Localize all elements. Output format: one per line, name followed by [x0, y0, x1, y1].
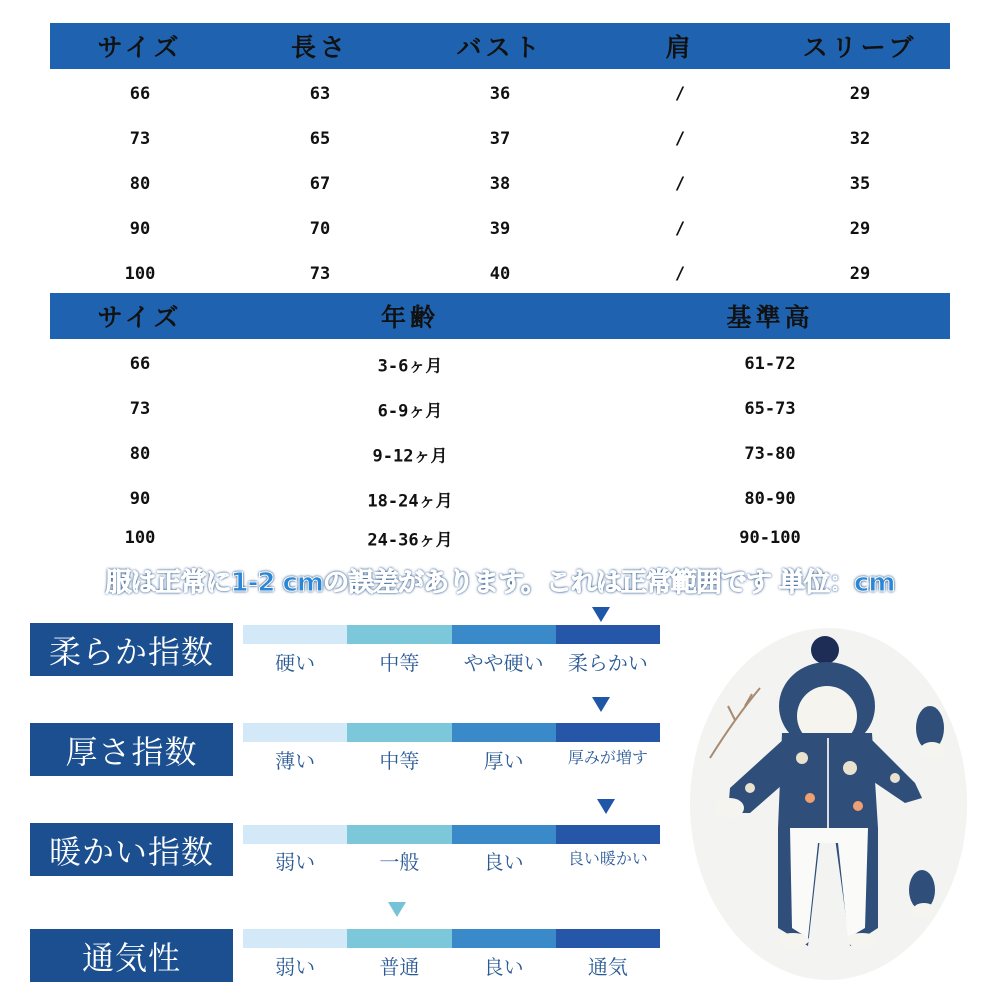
table-row	[0, 124, 1000, 154]
index-label-thickness: 厚さ指数	[30, 723, 233, 776]
scale-segment	[347, 929, 451, 948]
cell: 80-90	[744, 489, 796, 509]
cell: 6-9ヶ月	[377, 401, 443, 422]
table-row	[0, 349, 1000, 379]
level-label: 良い暖かい	[567, 849, 648, 868]
cell: 18-24ヶ月	[367, 491, 453, 512]
softness-levels	[243, 647, 660, 677]
scale-segment	[556, 723, 660, 742]
thickness-levels	[243, 745, 660, 775]
cell: 73-80	[744, 444, 796, 464]
scale-segment	[556, 825, 660, 844]
scale-segment	[243, 929, 347, 948]
cell: 70	[309, 219, 331, 239]
cell: 36	[489, 84, 511, 104]
selected-marker-icon	[592, 697, 610, 712]
level-label: 厚みが増す	[567, 748, 648, 767]
scale-segment	[243, 625, 347, 644]
scale-segment	[452, 929, 556, 948]
header-height: 基準高	[726, 303, 814, 332]
cell: 3-6ヶ月	[377, 356, 443, 377]
breathability-levels	[243, 951, 660, 981]
level-label: 普通	[379, 955, 420, 979]
level-label: 厚い	[483, 749, 524, 773]
cell: 65-73	[744, 399, 796, 419]
header-shoulder: 肩	[665, 33, 695, 62]
scale-segment	[243, 723, 347, 742]
header-age: 年齢	[380, 303, 440, 332]
cell: 73	[129, 129, 151, 149]
header-sleeve: スリーブ	[802, 33, 918, 62]
breathability-scale	[243, 929, 660, 948]
age-table-header	[50, 293, 950, 339]
level-label: 通気	[587, 955, 628, 979]
cell: 63	[309, 84, 331, 104]
cell: 90	[129, 489, 151, 509]
level-label: 柔らかい	[567, 651, 648, 675]
table-row	[0, 523, 1000, 553]
cell: /	[674, 174, 686, 194]
tolerance-note: 服は正常に1-2 cmの誤差があります。これは正常範囲です 単位：cm	[105, 568, 895, 598]
scale-segment	[347, 825, 451, 844]
softness-scale	[243, 625, 660, 644]
cell: 67	[309, 174, 331, 194]
level-label: 弱い	[275, 850, 316, 874]
snowsuit-illustration	[690, 628, 967, 980]
cell: 61-72	[744, 354, 796, 374]
warmth-scale	[243, 825, 660, 844]
level-label: 良い	[483, 955, 524, 979]
cell: 73	[309, 264, 331, 284]
cell: 24-36ヶ月	[367, 530, 453, 551]
scale-segment	[347, 723, 451, 742]
cell: /	[674, 219, 686, 239]
scale-segment	[452, 625, 556, 644]
scale-segment	[243, 825, 347, 844]
table-row	[0, 484, 1000, 514]
cell: 32	[849, 129, 871, 149]
header-size: サイズ	[97, 33, 183, 62]
cell: /	[674, 264, 686, 284]
table-row	[0, 214, 1000, 244]
thickness-scale	[243, 723, 660, 742]
cell: 35	[849, 174, 871, 194]
cell: 100	[124, 528, 156, 548]
level-label: 良い	[483, 850, 524, 874]
cell: 40	[489, 264, 511, 284]
level-label: 中等	[379, 651, 420, 675]
cell: 66	[129, 354, 151, 374]
scale-segment	[452, 723, 556, 742]
baby-snowsuit-photo	[690, 628, 967, 980]
table-row	[0, 439, 1000, 469]
cell: 37	[489, 129, 511, 149]
cell: 29	[849, 84, 871, 104]
size-table-header	[50, 23, 950, 69]
index-label-breathability: 通気性	[30, 929, 233, 982]
cell: 90	[129, 219, 151, 239]
table-row	[0, 79, 1000, 109]
cell: /	[674, 129, 686, 149]
cell: 66	[129, 84, 151, 104]
cell: 73	[129, 399, 151, 419]
cell: 38	[489, 174, 511, 194]
scale-segment	[452, 825, 556, 844]
level-label: やや硬い	[463, 651, 544, 675]
cell: /	[674, 84, 686, 104]
cell: 9-12ヶ月	[372, 446, 448, 467]
warmth-levels	[243, 846, 660, 876]
table-row	[0, 169, 1000, 199]
index-label-warmth: 暖かい指数	[30, 823, 233, 876]
index-label-softness: 柔らか指数	[30, 623, 233, 676]
header-bust: バスト	[456, 33, 544, 62]
cell: 100	[124, 264, 156, 284]
cell: 80	[129, 444, 151, 464]
header-size: サイズ	[97, 303, 183, 332]
scale-segment	[556, 625, 660, 644]
level-label: 一般	[379, 850, 420, 874]
selected-marker-icon	[597, 799, 615, 814]
cell: 80	[129, 174, 151, 194]
cell: 29	[849, 219, 871, 239]
cell: 29	[849, 264, 871, 284]
header-length: 長さ	[290, 33, 350, 62]
scale-segment	[556, 929, 660, 948]
cell: 90-100	[739, 528, 801, 548]
cell: 39	[489, 219, 511, 239]
selected-marker-icon	[592, 607, 610, 622]
level-label: 弱い	[275, 955, 316, 979]
selected-marker-icon	[388, 902, 406, 917]
table-row	[0, 394, 1000, 424]
table-row	[0, 259, 1000, 289]
cell: 65	[309, 129, 331, 149]
level-label: 中等	[379, 749, 420, 773]
level-label: 薄い	[275, 749, 316, 773]
level-label: 硬い	[275, 651, 316, 675]
scale-segment	[347, 625, 451, 644]
